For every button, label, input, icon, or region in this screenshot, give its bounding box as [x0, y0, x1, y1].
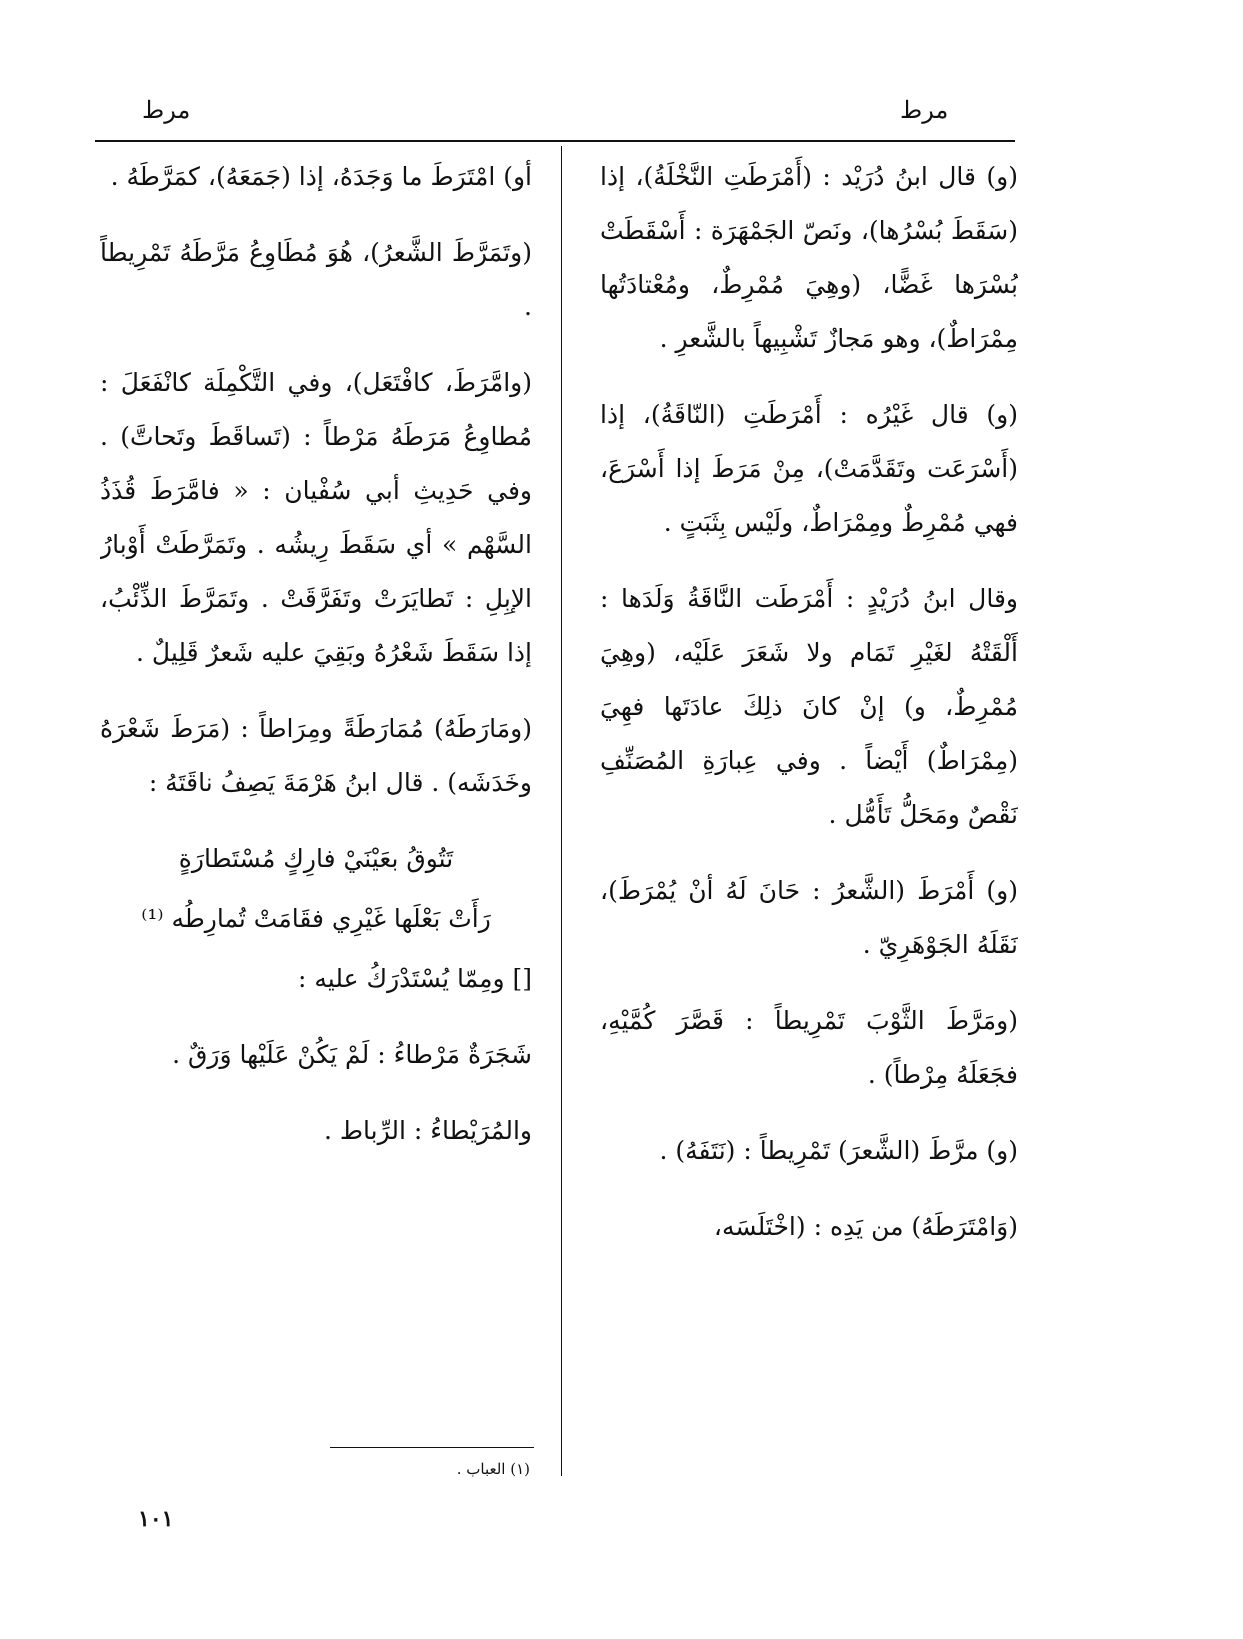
entry-paragraph: [] ومِمّا يُسْتَدْرَكُ عليه : [298, 964, 532, 993]
entry-paragraph: (وتَمَرَّطَ الشَّعرُ)، هُوَ مُطَاوِعُ مَرَّطَهُ تَمْرِيطاً . [100, 238, 532, 321]
entry-paragraph: (و) قال ابنُ دُرَيْد : (أَمْرَطَتِ النَّخْلَةُ)، إذا (سَقَطَ بُسْرُها)، ونَصّ الجَمْهَرَة : أَسْقَطَتْ بُسْرَها غَضًّا، (وهِيَ مُمْرِطٌ، ومُعْتادَتُها مِمْرَاطٌ)، وهو مَجازٌ تَشْبِيهاً بالشَّعرِ . [600, 162, 1018, 353]
entry-paragraph: (ومَارَطَهُ) مُمَارَطَةً ومِرَاطاً : (مَرَطَ شَعْرَهُ وخَدَشَه) . قال ابنُ هَرْمَةَ يَصِفُ ناقَتَهُ : [100, 714, 532, 797]
entry-paragraph: (و) مرَّطَ (الشَّعرَ) تَمْرِيطاً : (نَتَفَهُ) . [659, 1136, 1018, 1165]
header-rule [95, 140, 1015, 142]
footnote: (١) العباب . [456, 1460, 530, 1478]
running-header-right: مرط [900, 96, 949, 124]
entry-paragraph: أو) امْتَرَطَ ما وَجَدَهُ، إذا (جَمَعَهُ)، كمَرَّطَهُ . [110, 162, 532, 191]
entry-paragraph: (وامَّرَطَ، كافْتَعَل)، وفي التَّكْمِلَة كانْفَعَلَ : مُطاوِعُ مَرَطَهُ مَرْطاً : (تَساقَطَ وتَحاتَّ) . وفي حَدِيثِ أبي سُفْيان : « فامَّرَطَ قُذَذُ السَّهْم » أي سَقَطَ رِيشُه . وتَمَرَّطَتْ أَوْبارُ الإبِلِ : تَطايَرَتْ وتَفَرَّقَتْ . وتَمَرَّطَ الذِّئْبُ، إذا سَقَطَ شَعْرُهُ وبَقِيَ عليه شَعرٌ قَلِيلٌ . [100, 368, 532, 667]
entry-paragraph: (ومَرَّطَ الثَّوْبَ تَمْرِيطاً : قَصَّرَ كُمَّيْهِ، فجَعَلَهُ مِرْطاً) . [600, 1006, 1018, 1089]
right-column [600, 150, 1018, 1470]
entry-paragraph: (و) قال غَيْرُه : أَمْرَطَتِ (النّاقَةُ)، إذا (أَسْرَعَت وتَقَدَّمَتْ)، مِنْ مَرَطَ إذا أَسْرَعَ، فهي مُمْرِطٌ ومِمْرَاطٌ، ولَيْس بِثَبَتٍ . [600, 400, 1018, 537]
left-column [100, 150, 532, 1430]
entry-paragraph: شَجَرَةٌ مَرْطاءُ : لَمْ يَكُنْ عَلَيْها وَرَقٌ . [172, 1040, 532, 1069]
entry-paragraph: (وَامْتَرَطَهُ) من يَدِه : (اخْتَلَسَه، [713, 1212, 1018, 1241]
poem-line: تَتُوقُ بعَيْنَيْ فارِكٍ مُسْتَطارَةٍ [178, 844, 454, 873]
poem-line: رَأَتْ بَعْلَها غَيْرِي فقَامَتْ تُمارِطُه ⁽¹⁾ [141, 904, 491, 933]
entry-paragraph: (و) أَمْرَطَ (الشَّعرُ : حَانَ لَهُ أنْ يُمْرَطَ)، نَقَلَهُ الجَوْهَرِيّ . [600, 876, 1018, 959]
entry-paragraph: وقال ابنُ دُرَيْدٍ : أَمْرَطَت النَّاقَةُ وَلَدَها : أَلْقَتْهُ لغَيْرِ تَمَام ولا شَعَرَ عَلَيْه، (وهِيَ مُمْرِطٌ، و) إنْ كانَ ذلِكَ عادَتَها فهِيَ (مِمْرَاطٌ) أَيْضاً . وفي عِبارَةِ المُصَنِّفِ نَقْصٌ ومَحَلُّ تَأَمُّل . [600, 584, 1018, 829]
page-number: ١٠١ [138, 1506, 174, 1532]
running-header-left: مرط [142, 96, 191, 124]
entry-paragraph: والمُرَيْطاءُ : الرِّباط . [324, 1116, 532, 1145]
column-divider [561, 146, 562, 1476]
footnote-rule [330, 1447, 534, 1448]
